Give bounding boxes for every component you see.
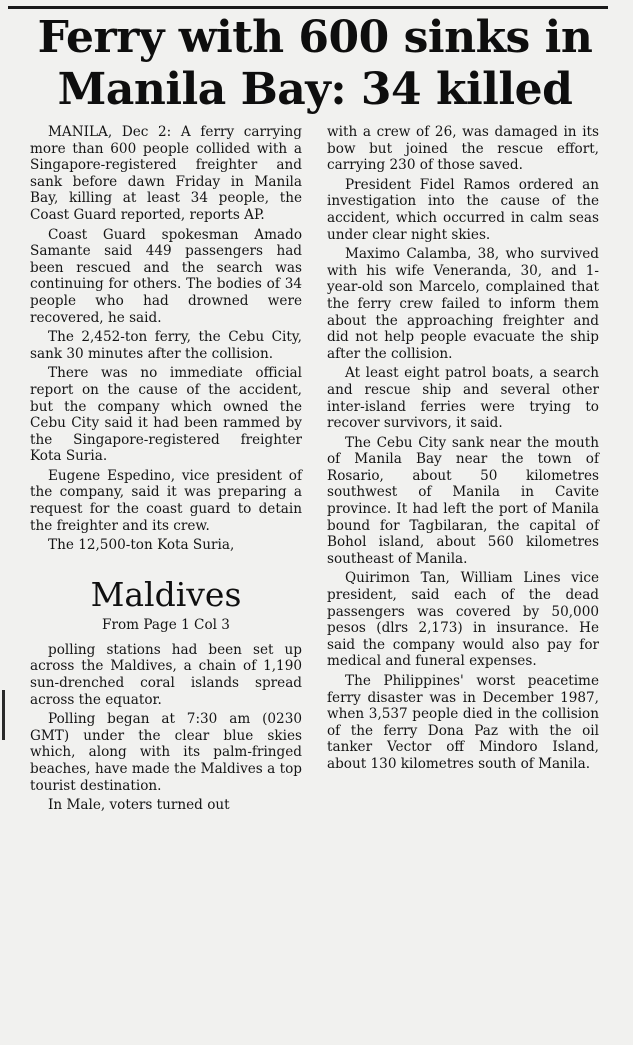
paragraph: The Philippines' worst peacetime ferry disaster was in December 1987, when 3,537 people died in the collision of the ferry Dona Paz with the oil tanker Vector off Mindoro Island, about 130 kilometres south of Manila. (327, 673, 599, 772)
paragraph: The Cebu City sank near the mouth of Manila Bay near the town of Rosario, about 50 kilometres southwest of Manila in Cavite province. It had left the port of Manila bound for Tagbilaran, the capital of Bohol island, about 560 kilometres southeast of Manila. (327, 434, 599, 567)
top-rule (8, 6, 608, 9)
right-column (327, 124, 599, 776)
paragraph: The 2,452-ton ferry, the Cebu City, sank 30 minutes after the collision. (30, 329, 302, 362)
paragraph: Polling began at 7:30 am (0230 GMT) under the clear blue skies which, along with its palm-fringed beaches, have made the Maldives a top tourist destination. (30, 711, 302, 794)
paragraph: There was no immediate official report on the cause of the accident, but the company which owned the Cebu City said it had been rammed by the Singapore-registered freighter Kota Suria. (30, 365, 302, 465)
margin-mark (2, 690, 5, 740)
maldives-subhead: Maldives (90, 574, 242, 614)
paragraph: Maximo Calamba, 38, who survived with his wife Veneranda, 30, and 1-year-old son Marcelo, complained that the ferry crew failed to inform them about the approaching freighter and did not help people evacuate the ship after the collision. (327, 246, 599, 362)
paragraph: Eugene Espedino, vice president of the company, said it was preparing a request for the coast guard to detain the freighter and its crew. (30, 467, 302, 534)
paragraph: The 12,500-ton Kota Suria, (48, 537, 235, 554)
jump-line: From Page 1 Col 3 (102, 616, 230, 633)
paragraph: At least eight patrol boats, a search and rescue ship and several other inter-island ferries were trying to recover survivors, it said. (327, 365, 599, 432)
paragraph: Coast Guard spokesman Amado Samante said 449 passengers had been rescued and the search was continuing for others. The bodies of 34 people who had drowned were recovered, he said. (30, 226, 302, 326)
paragraph: Quirimon Tan, William Lines vice president, said each of the dead passengers was covered by 50,000 pesos (dlrs 2,173) in insurance. He said the company would also pay for medical and funeral expenses. (327, 570, 599, 670)
paragraph: polling stations had been set up across the Maldives, a chain of 1,190 sun-drenched coral islands spread across the equator. (30, 641, 302, 708)
paragraph: In Male, voters turned out (48, 797, 230, 814)
headline: Ferry with 600 sinks in Manila Bay: 34 killed (37, 12, 593, 115)
paragraph: with a crew of 26, was damaged in its bow but joined the rescue effort, carrying 230 of those saved. (327, 124, 599, 174)
paragraph: MANILA, Dec 2: A ferry carrying more than 600 people collided with a Singapore-registered freighter and sank before dawn Friday in Manila Bay, killing at least 34 people, the Coast Guard reported, reports AP. (30, 124, 302, 223)
paragraph: President Fidel Ramos ordered an investigation into the cause of the accident, which occurred in calm seas under clear night skies. (327, 176, 599, 243)
left-column (30, 124, 302, 817)
